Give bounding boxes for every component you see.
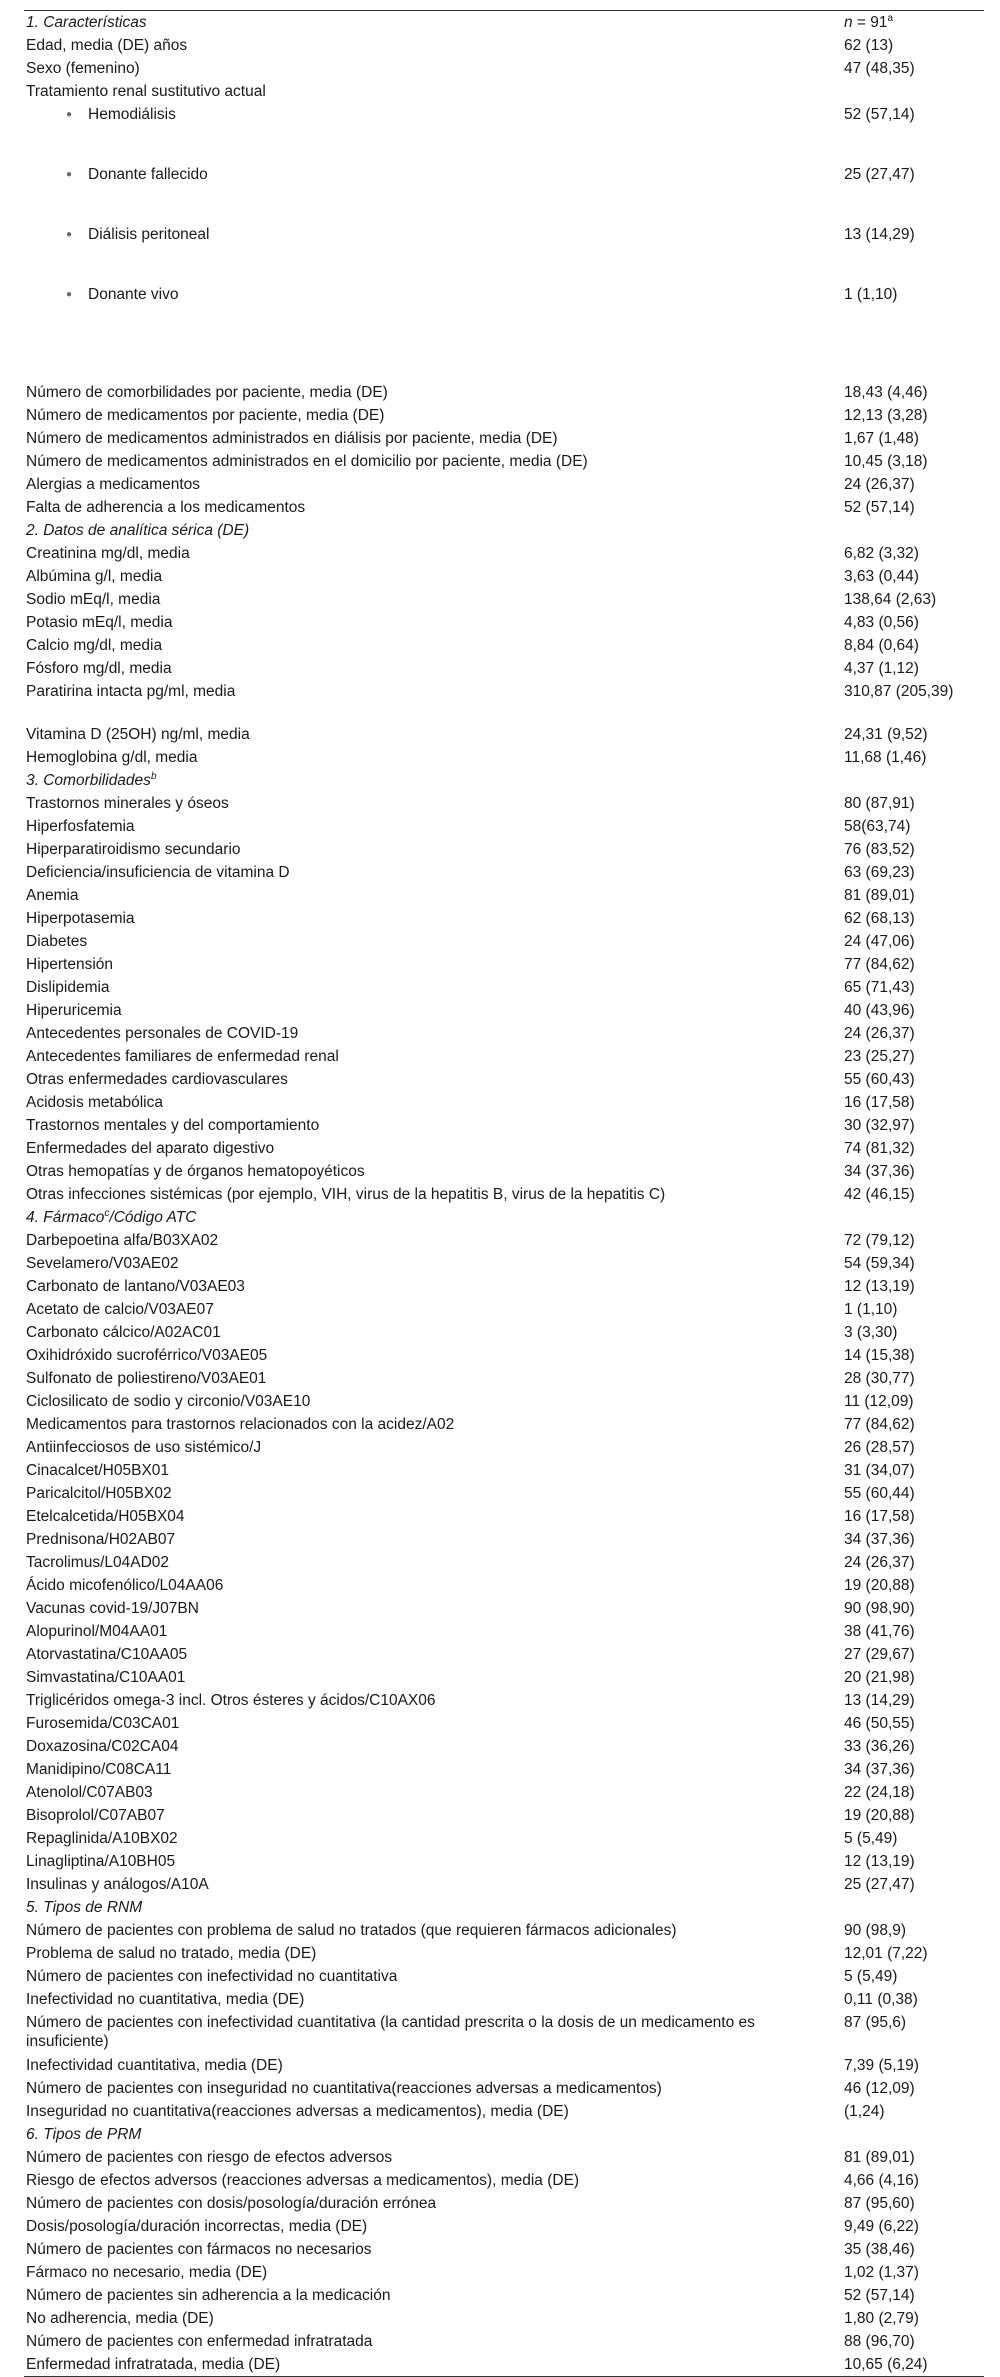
table-row	[24, 611, 984, 634]
row-value: 24 (26,37)	[844, 476, 915, 493]
row-label: ● Donante vivo	[24, 285, 844, 304]
table-row	[24, 838, 984, 861]
table-row	[24, 1965, 984, 1988]
n-count: $n = 91^a$	[844, 12, 894, 31]
row-value: 88 (96,70)	[844, 2333, 915, 2350]
row-value: 10,45 (3,18)	[844, 453, 928, 470]
row-value: 16 (17,58)	[844, 1508, 915, 1525]
table-row	[24, 634, 984, 657]
row-label: Número de pacientes con dosis/posología/duración errónea	[26, 2195, 437, 2212]
table-row	[24, 930, 984, 953]
table-row	[24, 2307, 984, 2330]
row-label: Acetato de calcio/V03AE07	[26, 1301, 214, 1318]
section-title: 6. Tipos de PRM	[26, 2126, 142, 2143]
row-value: 3,63 (0,44)	[844, 568, 919, 585]
table-row	[24, 2238, 984, 2261]
row-label: Número de medicamentos administrados en el domicilio por paciente, media (DE)	[26, 453, 588, 470]
row-label: ● Diálisis peritoneal	[24, 225, 844, 244]
row-value: 55 (60,44)	[844, 1485, 915, 1502]
row-value: 20 (21,98)	[844, 1669, 915, 1686]
row-value: 34 (37,36)	[844, 1163, 915, 1180]
row-label: Potasio mEq/l, media	[26, 614, 173, 631]
table-row	[24, 1919, 984, 1942]
table-row	[24, 1827, 984, 1850]
table-row	[24, 1735, 984, 1758]
row-value: 12,01 (7,22)	[844, 1945, 928, 1962]
row-value: 55 (60,43)	[844, 1071, 915, 1088]
row-label: Enfermedad infratratada, media (DE)	[26, 2356, 281, 2373]
row-label: Falta de adherencia a los medicamentos	[26, 499, 306, 516]
row-label: Número de pacientes con inefectividad cuantitativa (la cantidad prescrita o la dosis de un medicamento es insuficiente)	[26, 2014, 755, 2050]
row-value: 52 (57,14)	[844, 2287, 915, 2304]
row-value: 40 (43,96)	[844, 1002, 915, 1019]
section-title: 4. Fármaco$^c$/Código ATC	[26, 1207, 197, 1226]
row-label: Número de pacientes con inseguridad no cuantitativa(reacciones adversas a medicamentos)	[26, 2080, 662, 2097]
table-row	[24, 1758, 984, 1781]
row-value: 90 (98,9)	[844, 1922, 907, 1939]
table-row	[24, 1620, 984, 1643]
row-value: 65 (71,43)	[844, 979, 915, 996]
row-label: Alergias a medicamentos	[26, 476, 201, 493]
row-value: 87 (95,60)	[844, 2195, 915, 2212]
section-title: 1. Características	[26, 14, 147, 31]
row-value: 52 (57,14)	[844, 106, 915, 123]
table-row	[24, 1482, 984, 1505]
table-row	[24, 2192, 984, 2215]
table-row	[24, 1850, 984, 1873]
row-value: 38 (41,76)	[844, 1623, 915, 1640]
row-label: Manidipino/C08CA11	[26, 1761, 172, 1778]
table-row	[24, 746, 984, 769]
row-label: Anemia	[26, 887, 79, 904]
row-value: 30 (32,97)	[844, 1117, 915, 1134]
table-row	[24, 1275, 984, 1298]
table-row	[24, 1183, 984, 1206]
row-value: 34 (37,36)	[844, 1761, 915, 1778]
row-value: 12 (13,19)	[844, 1853, 915, 1870]
row-label: Trastornos mentales y del comportamiento	[26, 1117, 320, 1134]
row-label: No adherencia, media (DE)	[26, 2310, 214, 2327]
row-label: Dislipidemia	[26, 979, 110, 996]
row-label: Hiperuricemia	[26, 1002, 122, 1019]
table-row	[24, 2353, 984, 2376]
row-value: 16 (17,58)	[844, 1094, 915, 1111]
row-label: Inefectividad cuantitativa, media (DE)	[26, 2057, 283, 2074]
table-row	[24, 2215, 984, 2238]
row-value: 1 (1,10)	[844, 1301, 898, 1318]
row-label: Inseguridad no cuantitativa(reacciones adversas a medicamentos), media (DE)	[26, 2103, 569, 2120]
row-value: 1,67 (1,48)	[844, 430, 919, 447]
row-value: 3 (3,30)	[844, 1324, 898, 1341]
table-row	[24, 1574, 984, 1597]
section-heading-row	[24, 769, 984, 792]
table-row	[24, 2146, 984, 2169]
table-body	[24, 34, 984, 2376]
table-row	[24, 680, 984, 723]
row-label: Número de pacientes sin adherencia a la medicación	[26, 2287, 391, 2304]
section-heading-row	[24, 1896, 984, 1919]
section-heading-row	[24, 2123, 984, 2146]
row-value: 1 (1,10)	[844, 286, 898, 303]
row-value: 24 (47,06)	[844, 933, 915, 950]
row-value: 12,13 (3,28)	[844, 407, 928, 424]
row-value: 24 (26,37)	[844, 1554, 915, 1571]
row-label: Número de medicamentos por paciente, media (DE)	[26, 407, 385, 424]
table-row	[24, 2054, 984, 2077]
table-header-row	[24, 11, 984, 34]
row-value: 5 (5,49)	[844, 1968, 898, 1985]
row-value: 14 (15,38)	[844, 1347, 915, 1364]
row-label: Sevelamero/V03AE02	[26, 1255, 179, 1272]
row-label: Triglicéridos omega-3 incl. Otros ésteres y ácidos/C10AX06	[26, 1692, 436, 1709]
row-value: 76 (83,52)	[844, 841, 915, 858]
row-label: Número de pacientes con problema de salud no tratados (que requieren fármacos adicionales)	[26, 1922, 677, 1939]
row-label: Otras enfermedades cardiovasculares	[26, 1071, 288, 1088]
table-row	[24, 2100, 984, 2123]
row-label: Tratamiento renal sustitutivo actual	[26, 83, 266, 100]
row-label: ● Donante fallecido	[24, 165, 844, 184]
row-label: Antecedentes personales de COVID-19	[26, 1025, 299, 1042]
table-row	[24, 1988, 984, 2011]
table-row	[24, 1091, 984, 1114]
row-value: 10,65 (6,24)	[844, 2356, 928, 2373]
row-value: 25 (27,47)	[844, 1876, 915, 1893]
row-label: Otras infecciones sistémicas (por ejemplo, VIH, virus de la hepatitis B, virus de la hepatitis C)	[26, 1186, 666, 1203]
row-label: Paratirina intacta pg/ml, media	[26, 683, 236, 700]
table-row	[24, 34, 984, 57]
row-label: Inefectividad no cuantitativa, media (DE)	[26, 1991, 305, 2008]
data-table	[24, 10, 984, 2377]
row-value: 138,64 (2,63)	[844, 591, 937, 608]
section-heading-row	[24, 519, 984, 542]
table-row	[24, 1436, 984, 1459]
row-value: 11,68 (1,46)	[844, 749, 927, 766]
row-label: Ciclosilicato de sodio y circonio/V03AE10	[26, 1393, 311, 1410]
row-value: 1,02 (1,37)	[844, 2264, 919, 2281]
row-value: 8,84 (0,64)	[844, 637, 919, 654]
row-label: Deficiencia/insuficiencia de vitamina D	[26, 864, 290, 881]
row-value: 19 (20,88)	[844, 1807, 915, 1824]
row-value: 28 (30,77)	[844, 1370, 915, 1387]
row-label: Trastornos minerales y óseos	[26, 795, 229, 812]
table-row	[24, 2011, 984, 2054]
row-label: Vacunas covid-19/J07BN	[26, 1600, 199, 1617]
table-row	[24, 1413, 984, 1436]
row-label: Antiinfecciosos de uso sistémico/J	[26, 1439, 262, 1456]
table-row	[24, 792, 984, 815]
row-label: Edad, media (DE) años	[26, 37, 188, 54]
table-row	[24, 2169, 984, 2192]
row-label: Acidosis metabólica	[26, 1094, 163, 1111]
row-value: 5 (5,49)	[844, 1830, 898, 1847]
row-label: Número de pacientes con riesgo de efectos adversos	[26, 2149, 393, 2166]
table-row	[24, 1252, 984, 1275]
table-row	[24, 103, 984, 163]
row-value: 18,43 (4,46)	[844, 384, 928, 401]
row-label: Antecedentes familiares de enfermedad renal	[26, 1048, 339, 1065]
table-row	[24, 1367, 984, 1390]
row-label: Doxazosina/C02CA04	[26, 1738, 179, 1755]
table-row	[24, 1022, 984, 1045]
row-label: Número de medicamentos administrados en diálisis por paciente, media (DE)	[26, 430, 558, 447]
table-row	[24, 657, 984, 680]
row-value: 35 (38,46)	[844, 2241, 915, 2258]
table-row	[24, 861, 984, 884]
row-label: Darbepoetina alfa/B03XA02	[26, 1232, 219, 1249]
row-value: 62 (13)	[844, 37, 894, 54]
row-label: Calcio mg/dl, media	[26, 637, 163, 654]
table-row	[24, 283, 984, 343]
row-value: 6,82 (3,32)	[844, 545, 919, 562]
row-label: Problema de salud no tratado, media (DE)	[26, 1945, 317, 1962]
table-row	[24, 496, 984, 519]
table-row	[24, 1459, 984, 1482]
table-row	[24, 2261, 984, 2284]
row-value: 25 (27,47)	[844, 166, 915, 183]
row-value: 13 (14,29)	[844, 226, 915, 243]
row-value: 63 (69,23)	[844, 864, 915, 881]
section-title: 2. Datos de analítica sérica (DE)	[26, 522, 250, 539]
row-value: 12 (13,19)	[844, 1278, 915, 1295]
table-row	[24, 815, 984, 838]
table-row	[24, 163, 984, 223]
row-value: 81 (89,01)	[844, 2149, 915, 2166]
row-label: Atenolol/C07AB03	[26, 1784, 153, 1801]
table-row	[24, 1551, 984, 1574]
row-value: 58(63,74)	[844, 818, 911, 835]
row-label: Fósforo mg/dl, media	[26, 660, 172, 677]
row-value: 22 (24,18)	[844, 1784, 915, 1801]
table-row	[24, 976, 984, 999]
row-value: 23 (25,27)	[844, 1048, 915, 1065]
table-row	[24, 588, 984, 611]
row-label: Cinacalcet/H05BX01	[26, 1462, 170, 1479]
table-row	[24, 723, 984, 746]
row-value: 19 (20,88)	[844, 1577, 915, 1594]
row-value: 80 (87,91)	[844, 795, 915, 812]
row-label: Prednisona/H02AB07	[26, 1531, 176, 1548]
row-value: 4,66 (4,16)	[844, 2172, 919, 2189]
table-row	[24, 1528, 984, 1551]
table-row	[24, 2330, 984, 2353]
row-label: Bisoprolol/C07AB07	[26, 1807, 165, 1824]
row-label: Sulfonato de poliestireno/V03AE01	[26, 1370, 267, 1387]
table-row	[24, 1390, 984, 1413]
table-row	[24, 1804, 984, 1827]
row-value: 62 (68,13)	[844, 910, 915, 927]
row-label: Linagliptina/A10BH05	[26, 1853, 176, 1870]
table-row	[24, 953, 984, 976]
table-row	[24, 1781, 984, 1804]
table-row	[24, 1045, 984, 1068]
row-value: 4,83 (0,56)	[844, 614, 919, 631]
row-value: 24,31 (9,52)	[844, 726, 928, 743]
table-row	[24, 1942, 984, 1965]
table-row	[24, 1137, 984, 1160]
row-value: 77 (84,62)	[844, 956, 915, 973]
section-title: 5. Tipos de RNM	[26, 1899, 143, 1916]
row-value: 81 (89,01)	[844, 887, 915, 904]
row-value: 87 (95,6)	[844, 2014, 907, 2031]
row-label: Dosis/posología/duración incorrectas, media (DE)	[26, 2218, 368, 2235]
row-label: Furosemida/C03CA01	[26, 1715, 180, 1732]
row-label: Hipertensión	[26, 956, 114, 973]
row-label: Vitamina D (25OH) ng/ml, media	[26, 726, 250, 743]
table-row	[24, 1712, 984, 1735]
row-label: Sodio mEq/l, media	[26, 591, 161, 608]
table-row	[24, 1666, 984, 1689]
row-label: Hiperparatiroidismo secundario	[26, 841, 241, 858]
row-value: 27 (29,67)	[844, 1646, 915, 1663]
row-value: 52 (57,14)	[844, 499, 915, 516]
row-label: Oxihidróxido sucroférrico/V03AE05	[26, 1347, 268, 1364]
table-row	[24, 57, 984, 80]
table-row	[24, 1344, 984, 1367]
row-value: 46 (50,55)	[844, 1715, 915, 1732]
table-row	[24, 450, 984, 473]
row-label: Carbonato de lantano/V03AE03	[26, 1278, 245, 1295]
row-label: Número de pacientes con inefectividad no cuantitativa	[26, 1968, 398, 1985]
row-label: Medicamentos para trastornos relacionados con la acidez/A02	[26, 1416, 455, 1433]
table-row	[24, 1298, 984, 1321]
row-value: 310,87 (205,39)	[844, 683, 954, 700]
row-value: (1,24)	[844, 2103, 885, 2120]
row-value: 34 (37,36)	[844, 1531, 915, 1548]
row-value: 4,37 (1,12)	[844, 660, 919, 677]
row-value: 7,39 (5,19)	[844, 2057, 919, 2074]
table-row	[24, 884, 984, 907]
table-row	[24, 427, 984, 450]
row-value: 74 (81,32)	[844, 1140, 915, 1157]
table-row	[24, 1597, 984, 1620]
table-row	[24, 1160, 984, 1183]
row-label: Riesgo de efectos adversos (reacciones adversas a medicamentos), media (DE)	[26, 2172, 580, 2189]
row-value: 90 (98,90)	[844, 1600, 915, 1617]
table-row	[24, 1321, 984, 1344]
table-row	[24, 404, 984, 427]
row-value: 0,11 (0,38)	[844, 1991, 918, 2008]
row-label: Fármaco no necesario, media (DE)	[26, 2264, 268, 2281]
row-label: Hemoglobina g/dl, media	[26, 749, 198, 766]
row-label: Número de comorbilidades por paciente, media (DE)	[26, 384, 388, 401]
table-row	[24, 343, 984, 381]
row-label: Tacrolimus/L04AD02	[26, 1554, 170, 1571]
row-value: 72 (79,12)	[844, 1232, 915, 1249]
row-value: 1,80 (2,79)	[844, 2310, 919, 2327]
table-row	[24, 542, 984, 565]
row-value: 26 (28,57)	[844, 1439, 915, 1456]
row-value: 24 (26,37)	[844, 1025, 915, 1042]
section-heading-row	[24, 1206, 984, 1229]
row-label: Enfermedades del aparato digestivo	[26, 1140, 275, 1157]
row-label: Creatinina mg/dl, media	[26, 545, 190, 562]
table-row	[24, 1505, 984, 1528]
row-label: Simvastatina/C10AA01	[26, 1669, 186, 1686]
table-row	[24, 1643, 984, 1666]
table-row	[24, 473, 984, 496]
row-label: Atorvastatina/C10AA05	[26, 1646, 188, 1663]
table-row	[24, 80, 984, 103]
table-row	[24, 1873, 984, 1896]
section-title: 3. Comorbilidades$^b$	[26, 770, 157, 789]
row-label: Número de pacientes con fármacos no necesarios	[26, 2241, 372, 2258]
row-label: Albúmina g/l, media	[26, 568, 163, 585]
row-label: Paricalcitol/H05BX02	[26, 1485, 172, 1502]
row-value: 31 (34,07)	[844, 1462, 915, 1479]
row-value: 77 (84,62)	[844, 1416, 915, 1433]
row-value: 42 (46,15)	[844, 1186, 915, 1203]
row-label: ● Hemodiálisis	[24, 105, 844, 124]
row-label: Hiperfosfatemia	[26, 818, 135, 835]
row-label: Número de pacientes con enfermedad infratratada	[26, 2333, 373, 2350]
row-label: Sexo (femenino)	[26, 60, 140, 77]
row-value: 54 (59,34)	[844, 1255, 915, 1272]
table-row	[24, 223, 984, 283]
row-label: Insulinas y análogos/A10A	[26, 1876, 209, 1893]
table-row	[24, 1114, 984, 1137]
row-label: Repaglinida/A10BX02	[26, 1830, 178, 1847]
row-value: 46 (12,09)	[844, 2080, 915, 2097]
row-label: Diabetes	[26, 933, 88, 950]
row-label: Otras hemopatías y de órganos hematopoyéticos	[26, 1163, 365, 1180]
table-row	[24, 2077, 984, 2100]
table-row	[24, 381, 984, 404]
row-label: Etelcalcetida/H05BX04	[26, 1508, 185, 1525]
table-row	[24, 999, 984, 1022]
row-value: 13 (14,29)	[844, 1692, 915, 1709]
row-value: 11 (12,09)	[844, 1393, 914, 1410]
row-label: Alopurinol/M04AA01	[26, 1623, 168, 1640]
table-row	[24, 2284, 984, 2307]
row-label: Carbonato cálcico/A02AC01	[26, 1324, 221, 1341]
row-value: 47 (48,35)	[844, 60, 915, 77]
table-row	[24, 1689, 984, 1712]
row-value: 33 (36,26)	[844, 1738, 915, 1755]
table-row	[24, 565, 984, 588]
table-row	[24, 907, 984, 930]
row-value: 9,49 (6,22)	[844, 2218, 919, 2235]
row-label: Hiperpotasemia	[26, 910, 135, 927]
row-label: Ácido micofenólico/L04AA06	[26, 1577, 224, 1594]
table-row	[24, 1068, 984, 1091]
table-row	[24, 1229, 984, 1252]
